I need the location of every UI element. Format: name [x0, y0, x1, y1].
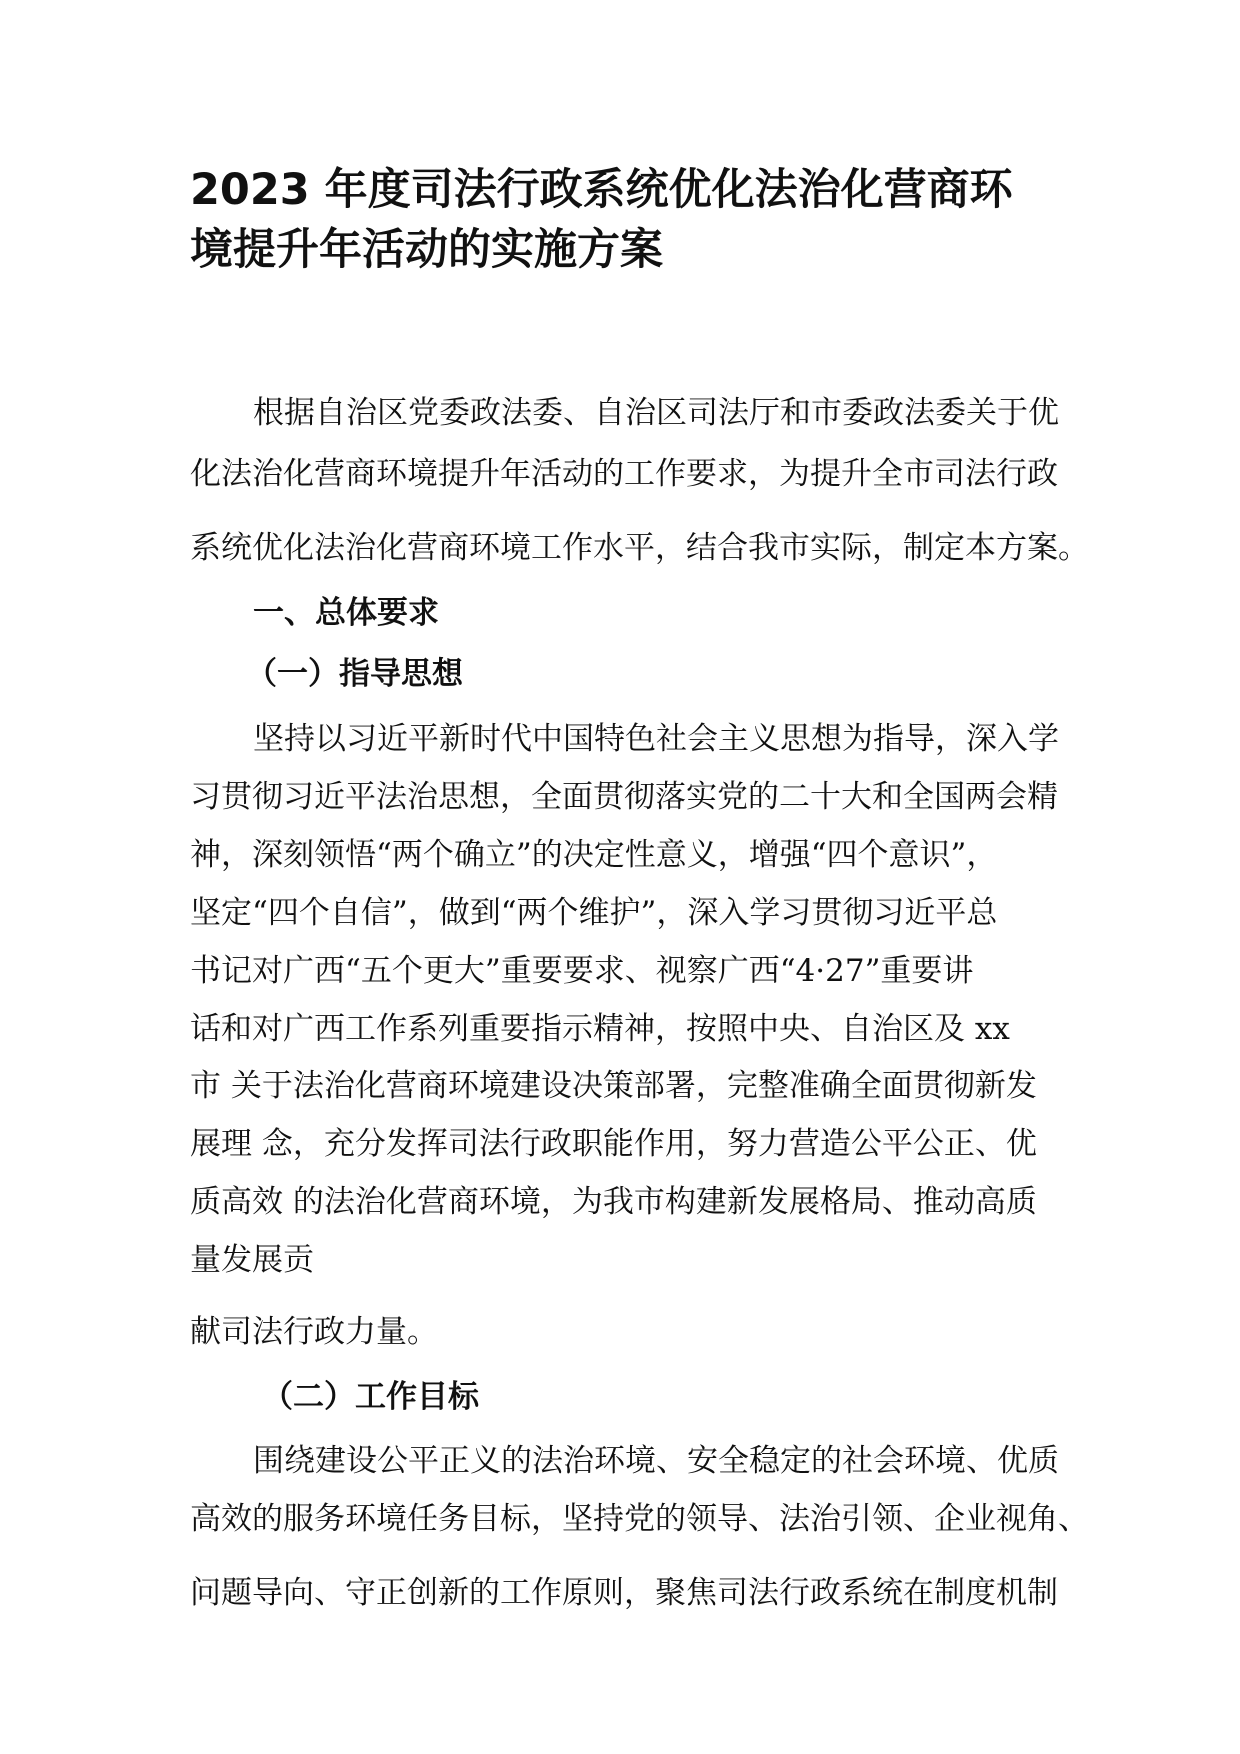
body-line: 系统优化法治化营商环境工作水平，结合我市实际，制定本方案。 [190, 530, 1089, 566]
body-line: 神，深刻领悟“两个确立”的决定性意义，增强“四个意识”， [190, 837, 998, 873]
body-line: 坚持以习近平新时代中国特色社会主义思想为指导，深入学 [253, 721, 1059, 757]
body-line: 话和对广西工作系列重要指示精神，按照中央、自治区及 xx [190, 1011, 1010, 1047]
body-line: 市 关于法治化营商环境建设决策部署，完整准确全面贯彻新发 [190, 1068, 1037, 1104]
title-line-2: 境提升年活动的实施方案 [190, 225, 663, 275]
body-line: 展理 念，充分发挥司法行政职能作用，努力营造公平公正、优 [190, 1126, 1037, 1162]
subsection-heading: （二）工作目标 [262, 1379, 479, 1415]
title-line-1: 2023 年度司法行政系统优化法治化营商环 [190, 165, 1013, 215]
body-line: 书记对广西“五个更大”重要要求、视察广西“4·27”重要讲 [190, 953, 974, 989]
section-heading: 一、总体要求 [253, 595, 439, 631]
body-line: 习贯彻习近平法治思想，全面贯彻落实党的二十大和全国两会精 [190, 779, 1058, 815]
body-line: 围绕建设公平正义的法治环境、安全稳定的社会环境、优质 [253, 1443, 1059, 1479]
document-title [190, 160, 1070, 280]
body-line: 根据自治区党委政法委、自治区司法厅和市委政法委关于优 [253, 395, 1059, 431]
body-line: 质高效 的法治化营商环境，为我市构建新发展格局、推动高质 [190, 1184, 1037, 1220]
body-line: 化法治化营商环境提升年活动的工作要求，为提升全市司法行政 [190, 456, 1058, 492]
body-line: 量发展贡 [190, 1242, 314, 1278]
body-line: 问题导向、守正创新的工作原则，聚焦司法行政系统在制度机制 [190, 1575, 1058, 1611]
body-line: 献司法行政力量。 [190, 1314, 438, 1350]
subsection-heading: （一）指导思想 [246, 656, 463, 692]
body-line: 坚定“四个自信”，做到“两个维护”，深入学习贯彻习近平总 [190, 895, 998, 931]
body-line: 高效的服务环境任务目标，坚持党的领导、法治引领、企业视角、 [190, 1501, 1089, 1537]
